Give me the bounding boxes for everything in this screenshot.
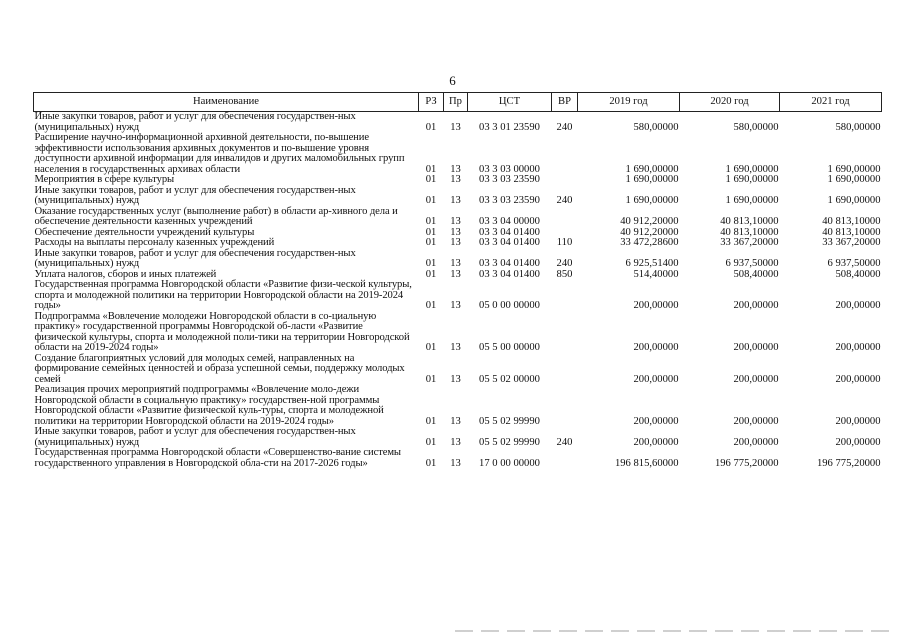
col-header-cst: ЦСТ — [468, 93, 552, 112]
row-rz: 01 — [425, 258, 437, 269]
row-rz: 01 — [425, 436, 437, 448]
row-rz: 01 — [425, 163, 437, 175]
row-2020: 1 690,00000 — [725, 195, 779, 206]
col-header-pr: Пр — [444, 93, 468, 112]
row-pr: 13 — [450, 195, 461, 206]
row-vr: 850 — [556, 268, 573, 280]
row-2020: 6 937,50000 — [725, 258, 779, 269]
row-2021: 33 367,20000 — [822, 237, 881, 248]
row-vr — [552, 448, 578, 469]
col-header-rz: РЗ — [419, 93, 444, 112]
row-2019: 6 925,51400 — [625, 258, 679, 269]
row-vr: 110 — [556, 237, 573, 248]
row-2020: 33 367,20000 — [720, 237, 779, 248]
row-name: Государственная программа Новгородской области «Совершенство-вание системы государственного управления в Новгородской обла-сти на 2017-2026 годы» — [34, 447, 401, 469]
row-cst: 05 5 02 00000 — [479, 373, 540, 385]
row-2020: 580,00000 — [733, 121, 779, 133]
row-cst: 03 3 04 01400 — [479, 226, 540, 238]
row-rz: 01 — [425, 268, 437, 280]
row-2019: 196 815,60000 — [614, 457, 679, 469]
row-pr: 13 — [450, 163, 461, 175]
table-row — [34, 312, 882, 354]
row-2021: 200,00000 — [835, 415, 881, 427]
table-row — [34, 112, 882, 134]
table-row — [34, 280, 882, 312]
row-2019: 1 690,00000 — [625, 174, 679, 185]
row-rz: 01 — [425, 174, 437, 185]
row-2020: 40 813,10000 — [720, 226, 779, 238]
row-pr: 13 — [450, 457, 461, 469]
row-2019: 40 912,20000 — [620, 226, 679, 238]
row-vr: 240 — [556, 195, 573, 206]
row-pr: 13 — [450, 373, 461, 385]
row-vr — [552, 312, 578, 354]
row-pr: 13 — [450, 415, 461, 427]
row-2020: 1 690,00000 — [725, 174, 779, 185]
row-cst: 03 3 03 00000 — [479, 163, 540, 175]
row-2021: 40 813,10000 — [822, 216, 881, 227]
table-row — [34, 448, 882, 469]
row-name: Обеспечение деятельности учреждений культуры — [34, 226, 255, 238]
row-2019: 200,00000 — [633, 436, 679, 448]
row-vr — [552, 175, 578, 186]
table-row — [34, 249, 882, 270]
table-row — [34, 186, 882, 207]
row-2021: 200,00000 — [835, 373, 881, 385]
row-vr — [552, 385, 578, 427]
row-cst: 05 5 02 99990 — [479, 436, 540, 448]
row-2019: 40 912,20000 — [620, 216, 679, 227]
table-header — [34, 93, 882, 112]
row-pr: 13 — [450, 258, 461, 269]
row-vr: 240 — [556, 436, 573, 448]
col-header-2020: 2020 год — [680, 93, 780, 112]
row-2020: 40 813,10000 — [720, 216, 779, 227]
table-row — [34, 207, 882, 228]
row-2021: 1 690,00000 — [827, 195, 881, 206]
row-vr: 240 — [556, 121, 573, 133]
row-name: Оказание государственных услуг (выполнение работ) в области ар-хивного дела и обеспечение деятельности казенных учреждений — [34, 205, 398, 227]
row-2021: 6 937,50000 — [827, 258, 881, 269]
row-name: Иные закупки товаров, работ и услуг для обеспечения государствен-ных (муниципальных) нужд — [34, 184, 356, 206]
row-pr: 13 — [450, 174, 461, 185]
row-rz: 01 — [425, 342, 437, 353]
row-cst: 03 3 04 01400 — [479, 237, 540, 248]
row-rz: 01 — [425, 373, 437, 385]
row-pr: 13 — [450, 300, 461, 311]
row-rz: 01 — [425, 226, 437, 238]
row-name: Мероприятия в сфере культуры — [34, 174, 175, 185]
scan-artifact — [455, 630, 895, 632]
row-vr: 240 — [556, 258, 573, 269]
row-pr: 13 — [450, 121, 461, 133]
row-name: Иные закупки товаров, работ и услуг для обеспечения государствен-ных (муниципальных) нужд — [34, 426, 356, 448]
row-2021: 1 690,00000 — [827, 174, 881, 185]
row-2019: 200,00000 — [633, 342, 679, 353]
row-2019: 200,00000 — [633, 300, 679, 311]
col-header-name: Наименование — [34, 93, 419, 112]
row-cst: 03 3 04 01400 — [479, 258, 540, 269]
row-2021: 1 690,00000 — [827, 163, 881, 175]
table-row — [34, 354, 882, 386]
table-row — [34, 175, 882, 186]
row-cst: 03 3 01 23590 — [479, 121, 540, 133]
row-pr: 13 — [450, 226, 461, 238]
row-vr — [552, 133, 578, 175]
row-2019: 1 690,00000 — [625, 163, 679, 175]
row-name: Реализация прочих мероприятий подпрограммы «Вовлечение моло-дежи Новгородской области в социальную практику» государствен-ной программы Новгородской области «Развитие физической куль-туры, спорта и молодежной политики на территории Новгородской области на 2019-2024 годы» — [34, 384, 384, 427]
row-name: Государственная программа Новгородской области «Развитие физи-ческой культуры, спорта и молодежной политики на территории Новгородской области на 2019-2024 годы» — [34, 279, 412, 311]
row-pr: 13 — [450, 436, 461, 448]
row-cst: 17 0 00 00000 — [479, 457, 540, 469]
col-header-2021: 2021 год — [780, 93, 882, 112]
row-cst: 03 3 04 01400 — [479, 268, 540, 280]
row-vr — [552, 207, 578, 228]
row-rz: 01 — [425, 300, 437, 311]
row-2021: 200,00000 — [835, 436, 881, 448]
row-rz: 01 — [425, 237, 437, 248]
row-rz: 01 — [425, 216, 437, 227]
col-header-vr: ВР — [552, 93, 578, 112]
row-cst: 05 5 00 00000 — [479, 342, 540, 353]
row-rz: 01 — [425, 457, 437, 469]
row-2021: 508,40000 — [835, 268, 881, 280]
row-pr: 13 — [450, 268, 461, 280]
row-2020: 200,00000 — [733, 415, 779, 427]
row-pr: 13 — [450, 237, 461, 248]
row-2021: 200,00000 — [835, 342, 881, 353]
row-2020: 200,00000 — [733, 373, 779, 385]
row-2019: 200,00000 — [633, 373, 679, 385]
row-2020: 200,00000 — [733, 436, 779, 448]
row-rz: 01 — [425, 195, 437, 206]
row-2021: 40 813,10000 — [822, 226, 881, 238]
row-2019: 33 472,28600 — [620, 237, 679, 248]
row-2019: 200,00000 — [633, 415, 679, 427]
row-vr — [552, 354, 578, 386]
row-name: Расширение научно-информационной архивной деятельности, по-вышение эффективности использования архивных документов и по-вышение уровня доступности архивной информации для инвалидов и других маломобильных групп населения в государственных архивах области — [34, 132, 405, 175]
table-row — [34, 238, 882, 249]
row-cst: 05 5 02 99990 — [479, 415, 540, 427]
row-rz: 01 — [425, 121, 437, 133]
row-cst: 05 0 00 00000 — [479, 300, 540, 311]
table-row — [34, 427, 882, 448]
page-number: 6 — [449, 73, 456, 88]
row-2021: 200,00000 — [835, 300, 881, 311]
row-2021: 196 775,20000 — [816, 457, 881, 469]
row-name: Уплата налогов, сборов и иных платежей — [34, 268, 217, 280]
table-row — [34, 385, 882, 427]
row-2020: 200,00000 — [733, 300, 779, 311]
row-pr: 13 — [450, 216, 461, 227]
row-cst: 03 3 04 00000 — [479, 216, 540, 227]
row-2021: 580,00000 — [835, 121, 881, 133]
row-2020: 200,00000 — [733, 342, 779, 353]
row-2020: 508,40000 — [733, 268, 779, 280]
row-name: Иные закупки товаров, работ и услуг для обеспечения государствен-ных (муниципальных) нужд — [34, 247, 356, 269]
row-rz: 01 — [425, 415, 437, 427]
row-name: Иные закупки товаров, работ и услуг для обеспечения государствен-ных (муниципальных) нужд — [34, 111, 356, 133]
col-header-2019: 2019 год — [578, 93, 680, 112]
row-name: Расходы на выплаты персоналу казенных учреждений — [34, 237, 275, 248]
row-2019: 514,40000 — [633, 268, 679, 280]
budget-table — [33, 92, 882, 469]
row-name: Создание благоприятных условий для молодых семей, направленных на формирование семейных ценностей и образа успешной семьи, поддержку молодых семей — [34, 352, 405, 385]
row-2019: 1 690,00000 — [625, 195, 679, 206]
table-row — [34, 133, 882, 175]
row-2020: 196 775,20000 — [714, 457, 779, 469]
row-cst: 03 3 03 23590 — [479, 195, 540, 206]
row-2020: 1 690,00000 — [725, 163, 779, 175]
row-pr: 13 — [450, 342, 461, 353]
row-2019: 580,00000 — [633, 121, 679, 133]
row-name: Подпрограмма «Вовлечение молодежи Новгородской области в со-циальную практику» государственной программы Новгородской об-ласти «Развитие физической культуры, спорта и молодежной поли-тики на территории Новгородской области на 2019-2024 годы» — [34, 310, 410, 353]
row-cst: 03 3 03 23590 — [479, 174, 540, 185]
row-vr — [552, 280, 578, 312]
